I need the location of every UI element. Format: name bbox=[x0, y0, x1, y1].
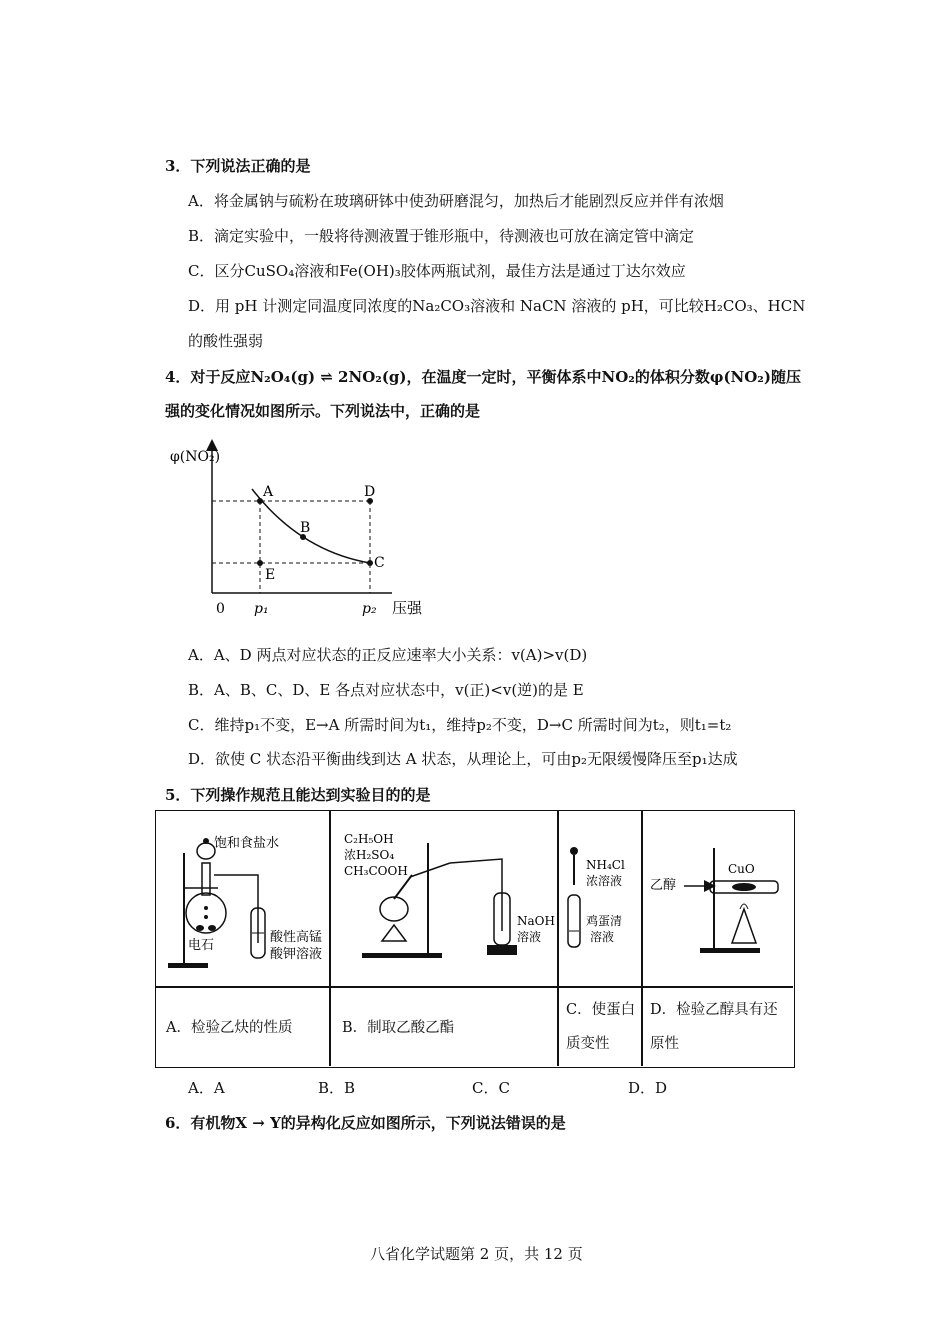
q3-option-d-cont: 的酸性强弱 bbox=[188, 332, 264, 350]
c-label-solution: 溶液 bbox=[590, 930, 615, 944]
q3-option-b: B．滴定实验中，一般将待测液置于锥形瓶中，待测液也可放在滴定管中滴定 bbox=[188, 227, 695, 245]
x-tick-p1: p₁ bbox=[254, 601, 269, 617]
q4-option-a: A．A、D 两点对应状态的正反应速率大小关系：v(A)>v(D) bbox=[188, 646, 588, 664]
q5-stem: 5．下列操作规范且能达到实验目的的是 bbox=[165, 786, 431, 804]
q3-option-c: C．区分CuSO₄溶液和Fe(OH)₃胶体两瓶试剂，最佳方法是通过丁达尔效应 bbox=[188, 262, 686, 280]
q4-option-b: B．A、B、C、D、E 各点对应状态中，v(正)<v(逆)的是 E bbox=[188, 681, 584, 699]
b-label-solution: 溶液 bbox=[517, 930, 542, 944]
q6-stem: 6．有机物X → Y的异构化反应如图所示，下列说法错误的是 bbox=[165, 1114, 566, 1132]
label-d: D bbox=[364, 484, 376, 500]
caption-b: B．制取乙酸乙酯 bbox=[342, 1020, 455, 1036]
label-e: E bbox=[265, 567, 276, 583]
d-label-ethanol: 乙醇 bbox=[650, 878, 677, 893]
apparatus-a bbox=[158, 813, 328, 983]
x-tick-p2: p₂ bbox=[362, 601, 377, 617]
b-label-ethanol: C₂H₅OH bbox=[344, 832, 394, 846]
q5-choice-d: D．D bbox=[628, 1079, 668, 1097]
q3-option-a: A．将金属钠与硫粉在玻璃研钵中使劲研磨混匀，加热后才能剧烈反应并伴有浓烟 bbox=[188, 192, 724, 210]
apparatus-b bbox=[332, 813, 556, 983]
caption-a: A．检验乙炔的性质 bbox=[166, 1020, 293, 1036]
q5-choice-a: A．A bbox=[188, 1079, 225, 1097]
q5-table bbox=[155, 810, 795, 1068]
caption-c1: C．使蛋白 bbox=[566, 1002, 636, 1018]
d-label-cuo: CuO bbox=[728, 862, 755, 876]
apparatus-d bbox=[644, 813, 792, 983]
a-label-brine: 饱和食盐水 bbox=[214, 836, 280, 851]
caption-d1: D．检验乙醇具有还 bbox=[650, 1002, 778, 1018]
b-label-naoh: NaOH bbox=[517, 914, 555, 928]
q4-chart bbox=[160, 435, 460, 625]
label-a: A bbox=[263, 484, 274, 500]
c-label-nh4cl: NH₄Cl bbox=[586, 858, 625, 872]
x-axis-label: 压强 bbox=[392, 599, 423, 617]
point-e bbox=[257, 560, 263, 566]
y-axis-label: φ(NO₂) bbox=[170, 449, 221, 465]
q4-option-c: C．维持p₁不变，E→A 所需时间为t₁，维持p₂不变，D→C 所需时间为t₂，则t₁=t₂ bbox=[188, 716, 732, 734]
q4-option-d: D．欲使 C 状态沿平衡曲线到达 A 状态，从理论上，可由p₂无限缓慢降压至p₁达成 bbox=[188, 750, 738, 768]
q3-option-d: D．用 pH 计测定同温度同浓度的Na₂CO₃溶液和 NaCN 溶液的 pH，可比较H₂CO₃、HCN bbox=[188, 297, 806, 315]
origin-label: 0 bbox=[216, 601, 225, 617]
q5-choice-c: C．C bbox=[472, 1079, 510, 1097]
a-label-kmno4-2: 酸钾溶液 bbox=[270, 947, 323, 962]
a-label-carbide: 电石 bbox=[188, 938, 215, 953]
caption-c2: 质变性 bbox=[566, 1036, 610, 1052]
caption-d2: 原性 bbox=[650, 1036, 679, 1052]
label-c: C bbox=[374, 555, 385, 571]
equilibrium-curve bbox=[252, 489, 370, 563]
c-label-egg: 鸡蛋清 bbox=[586, 914, 623, 928]
q4-stem-line2: 强的变化情况如图所示。下列说法中，正确的是 bbox=[165, 402, 481, 420]
q3-stem: 3．下列说法正确的是 bbox=[165, 157, 311, 175]
q4-stem-line1: 4．对于反应N₂O₄(g) ⇌ 2NO₂(g)，在温度一定时，平衡体系中NO₂的体积分数φ(NO₂)随压 bbox=[165, 368, 801, 386]
page-footer: 八省化学试题第 2 页，共 12 页 bbox=[370, 1245, 583, 1263]
label-b: B bbox=[300, 520, 311, 536]
q5-choice-b: B．B bbox=[318, 1079, 356, 1097]
c-label-conc: 浓溶液 bbox=[586, 874, 623, 888]
b-label-acetic: CH₃COOH bbox=[344, 864, 408, 878]
b-label-h2so4: 浓H₂SO₄ bbox=[344, 848, 395, 862]
point-c bbox=[367, 560, 373, 566]
a-label-kmno4-1: 酸性高锰 bbox=[270, 930, 323, 945]
apparatus-c bbox=[560, 813, 640, 983]
